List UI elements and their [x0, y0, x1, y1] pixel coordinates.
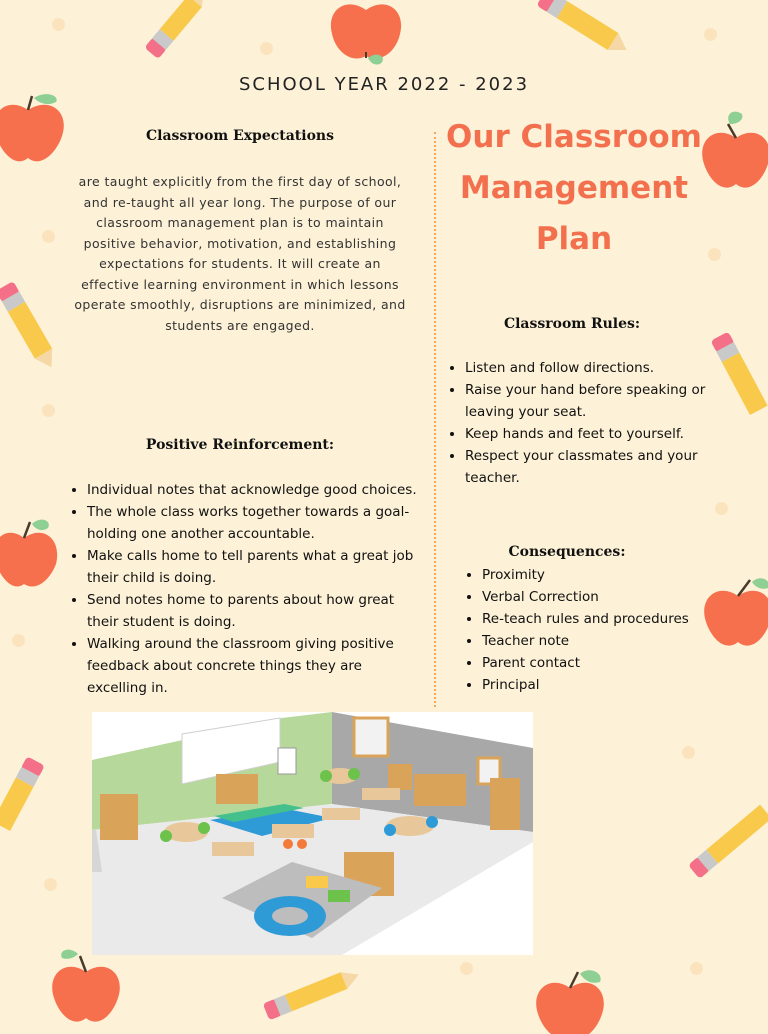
list-item: • The whole class works together towards a goal- holding one another accountable. — [87, 501, 423, 545]
list-item: • Make calls home to tell parents what a great job their child is doing. — [87, 545, 423, 589]
list-item: • Keep hands and feet to yourself. — [465, 423, 715, 445]
list-item: • Listen and follow directions. — [465, 357, 715, 379]
list-item: • Send notes home to parents about how great their student is doing. — [87, 589, 423, 633]
rules-heading: Classroom Rules: — [503, 316, 641, 332]
pencil-icon — [530, 0, 640, 64]
school-year-label: SCHOOL YEAR 2022 - 2023 — [238, 74, 530, 95]
pencil-icon — [130, 0, 220, 70]
apple-icon — [0, 88, 70, 168]
rules-list — [449, 357, 715, 489]
apple-icon — [698, 108, 768, 194]
consequences-heading: Consequences: — [508, 544, 626, 560]
list-item: • Parent contact — [482, 652, 722, 674]
list-item: • Respect your classmates and your teacher. — [465, 445, 715, 489]
apple-icon — [44, 946, 128, 1028]
pencil-icon — [684, 800, 768, 890]
apple-icon — [0, 508, 60, 592]
consequences-list — [466, 564, 722, 696]
list-item: • Individual notes that acknowledge good choices. — [87, 479, 423, 501]
page-title: Our Classroom Management Plan — [446, 119, 702, 257]
list-item: • Verbal Correction — [482, 586, 722, 608]
reinforcement-list — [71, 479, 423, 699]
classroom-layout-image — [92, 712, 533, 955]
reinforcement-heading: Positive Reinforcement: — [145, 437, 335, 453]
apple-icon — [326, 0, 406, 68]
pencil-icon — [258, 956, 368, 1028]
list-item: • Teacher note — [482, 630, 722, 652]
expectations-heading: Classroom Expectations — [146, 128, 334, 144]
column-divider — [434, 132, 436, 707]
list-item: • Re-teach rules and procedures — [482, 608, 722, 630]
list-item: • Principal — [482, 674, 722, 696]
pencil-icon — [0, 270, 72, 380]
expectations-text: are taught explicitly from the first day of school, and re-taught all year long. The purpose of our classroom management plan is to maintain positive behavior, motivation, and establishing expectations for students. It will create an effective learning environment in which lessons operate smoothly, disruptions are minimized, and students are engaged. — [74, 174, 406, 333]
pencil-icon — [0, 736, 60, 846]
list-item: • Proximity — [482, 564, 722, 586]
list-item: • Raise your hand before speaking or leaving your seat. — [465, 379, 715, 423]
list-item: • Walking around the classroom giving positive feedback about concrete things they are excelling in. — [87, 633, 423, 699]
